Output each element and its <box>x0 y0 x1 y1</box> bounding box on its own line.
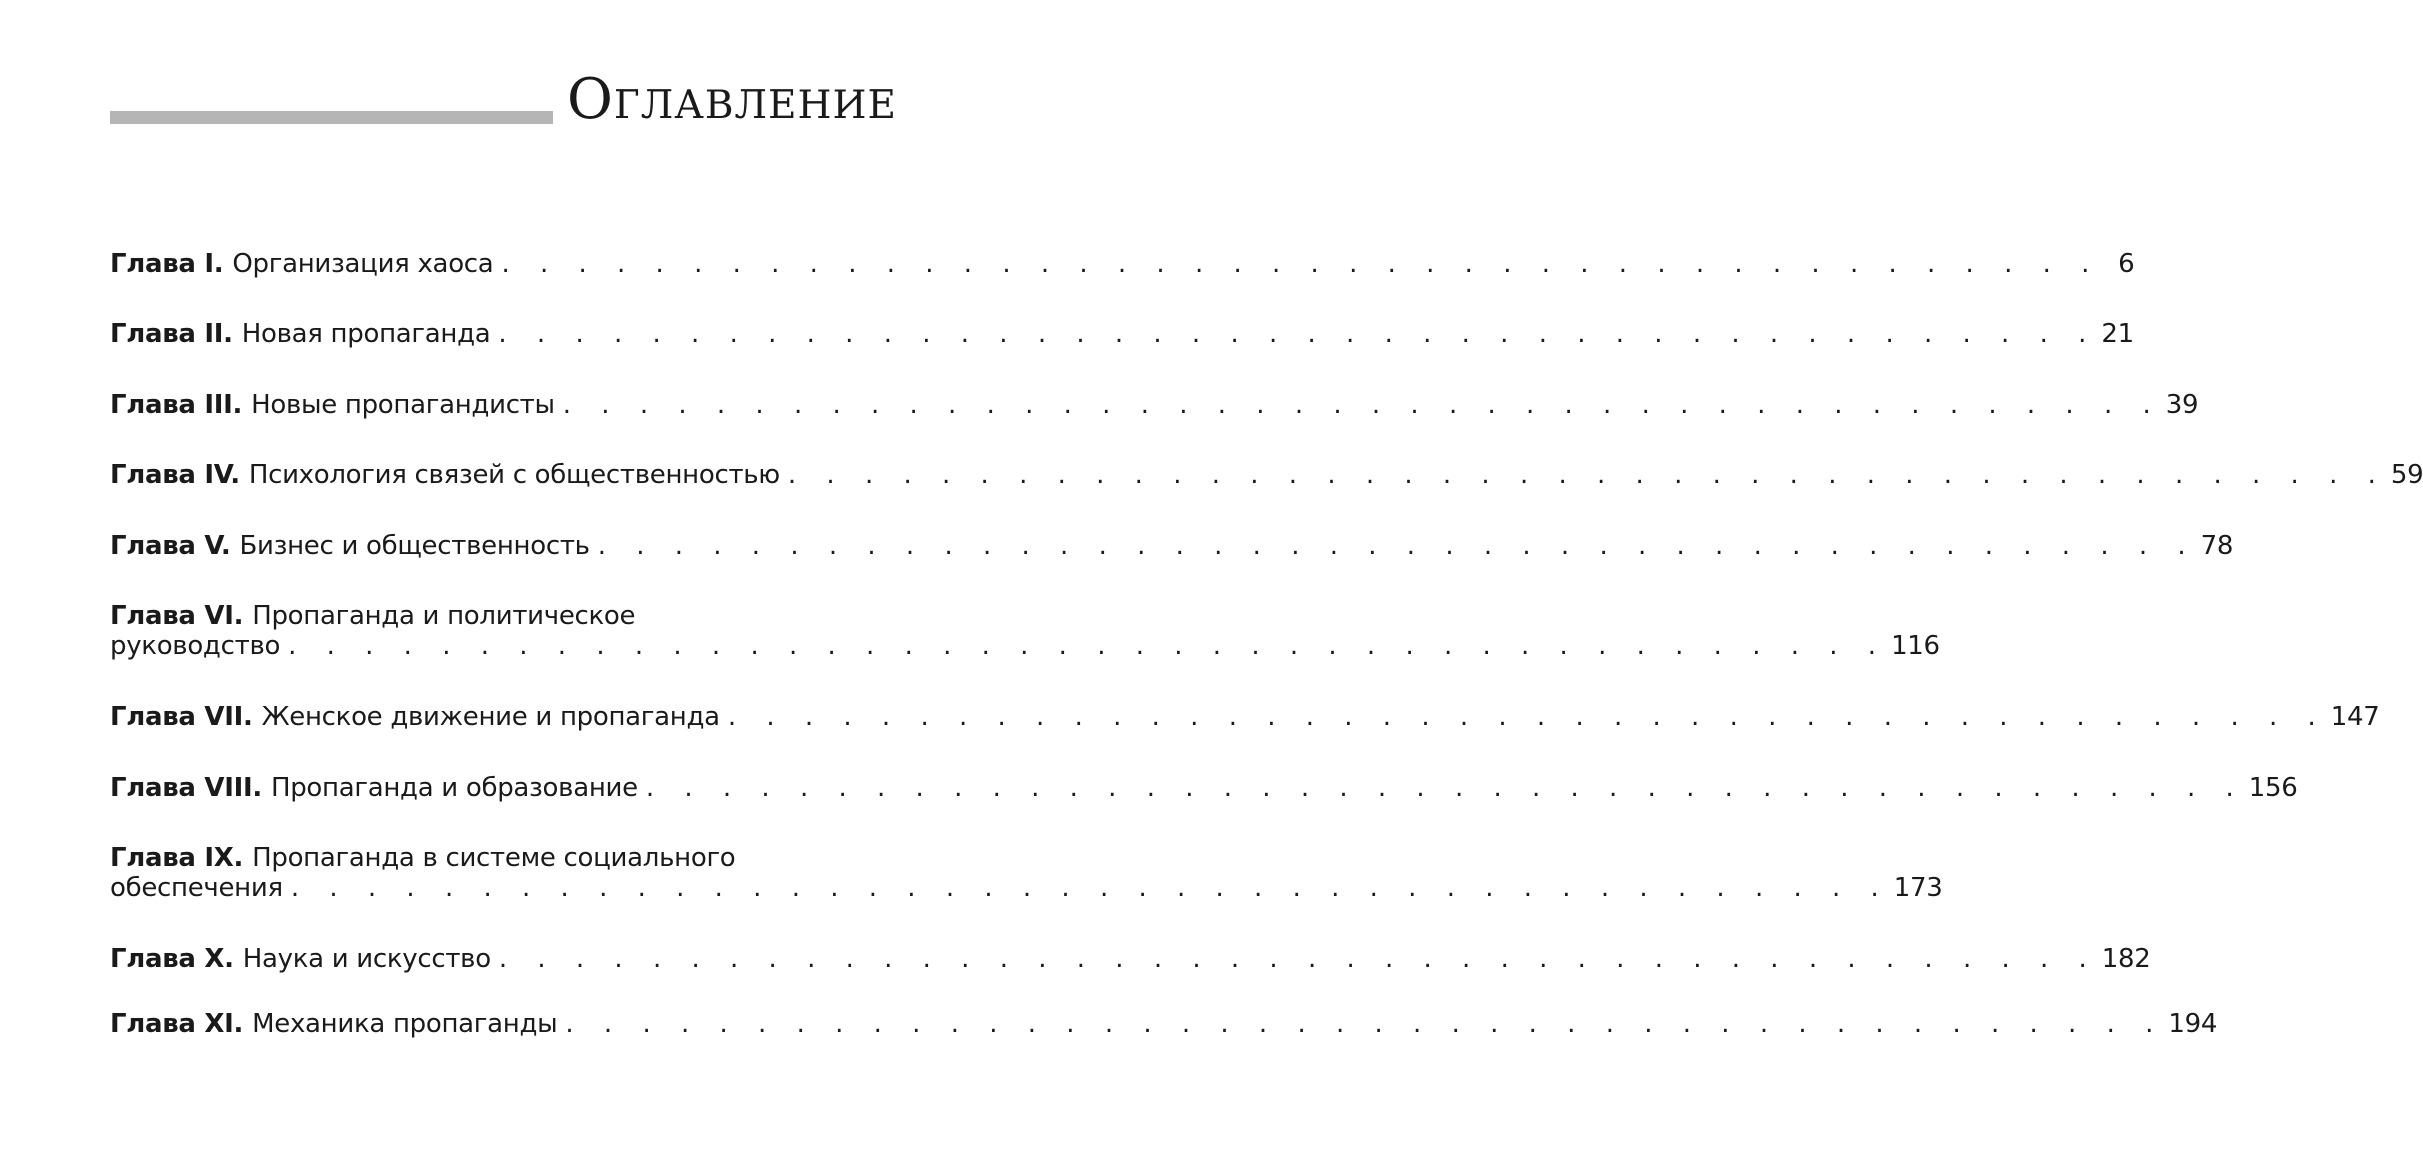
dot-leader: . . . . . . . . . . . . . . . . . . . . . . . . . . . . . . . . . . . . . . . . . . <box>787 460 2387 490</box>
page-number: 173 <box>1893 873 1943 903</box>
chapter-title-line1: Пропаганда и политическое <box>252 601 636 631</box>
page-number: 116 <box>1891 631 1940 661</box>
toc-entry-7[interactable] <box>110 702 2380 732</box>
toc-entry-1[interactable] <box>110 249 2135 279</box>
chapter-title: Психология связей с общественностью <box>248 460 780 490</box>
toc-entry-5[interactable] <box>110 531 2234 561</box>
toc-entry-4[interactable] <box>110 460 2423 490</box>
page-number: 194 <box>2168 1009 2218 1039</box>
page-number: 156 <box>2248 773 2298 803</box>
toc-entry-11[interactable] <box>110 1009 2218 1039</box>
chapter-title-line1: Пропаганда в системе социального <box>252 843 736 873</box>
chapter-title: Новые пропагандисты <box>251 390 555 420</box>
chapter-label: Глава VI. <box>110 601 244 631</box>
page-number: 21 <box>2101 319 2134 349</box>
chapter-title: Бизнес и общественность <box>239 531 590 561</box>
page-number: 6 <box>2118 249 2135 279</box>
page-number: 39 <box>2165 390 2199 420</box>
dot-leader: . . . . . . . . . . . . . . . . . . . . . . . . . . . . . . . . . . . . . . . . . . <box>597 531 2197 561</box>
page-title: Оглавление <box>567 67 897 132</box>
dot-leader: . . . . . . . . . . . . . . . . . . . . . . . . . . . . . . . . . . . . . . . . . . <box>565 1009 2165 1039</box>
toc-entry-8[interactable] <box>110 773 2298 803</box>
dot-leader: . . . . . . . . . . . . . . . . . . . . . . . . . . . . . . . . . . . . . . . . . . <box>498 319 2098 349</box>
chapter-label: Глава V. <box>110 531 231 561</box>
header-rule <box>110 111 553 124</box>
dot-leader: . . . . . . . . . . . . . . . . . . . . . . . . . . . . . . . . . . . . . . . . . . <box>562 390 2162 420</box>
chapter-label: Глава VII. <box>110 702 253 732</box>
toc-entry-2[interactable] <box>110 319 2134 349</box>
chapter-label: Глава III. <box>110 390 243 420</box>
chapter-title: Пропаганда и образование <box>270 773 638 803</box>
chapter-title-line2: руководство <box>110 631 281 661</box>
chapter-title: Механика пропаганды <box>252 1009 558 1039</box>
chapter-title-line2: обеспечения <box>110 873 283 903</box>
toc-entry-10[interactable] <box>110 944 2151 974</box>
chapter-label: Глава IX. <box>110 843 244 873</box>
chapter-label: Глава I. <box>110 249 224 279</box>
chapter-label: Глава IV. <box>110 460 240 490</box>
chapter-label: Глава X. <box>110 944 234 974</box>
dot-leader: . . . . . . . . . . . . . . . . . . . . . . . . . . . . . . . . . . . . . . . . . . <box>501 249 2101 279</box>
chapter-title: Женское движение и пропаганда <box>261 702 720 732</box>
chapter-label: Глава II. <box>110 319 233 349</box>
chapter-title: Новая пропаганда <box>241 319 491 349</box>
dot-leader: . . . . . . . . . . . . . . . . . . . . . . . . . . . . . . . . . . . . . . . . . . <box>727 702 2327 732</box>
toc-entry-3[interactable] <box>110 390 2199 420</box>
dot-leader: . . . . . . . . . . . . . . . . . . . . . . . . . . . . . . . . . . . . . . . . . . <box>498 944 2098 974</box>
dot-leader: . . . . . . . . . . . . . . . . . . . . . . . . . . . . . . . . . . . . . . . . . . <box>288 631 1888 661</box>
chapter-label: Глава XI. <box>110 1009 244 1039</box>
page-number: 78 <box>2200 531 2234 561</box>
chapter-title: Наука и искусство <box>242 944 491 974</box>
page-number: 147 <box>2330 702 2380 732</box>
dot-leader: . . . . . . . . . . . . . . . . . . . . . . . . . . . . . . . . . . . . . . . . . . <box>290 873 1890 903</box>
chapter-label: Глава VIII. <box>110 773 262 803</box>
dot-leader: . . . . . . . . . . . . . . . . . . . . . . . . . . . . . . . . . . . . . . . . . . <box>645 773 2245 803</box>
toc-entry-6[interactable] <box>110 601 1940 661</box>
toc-entry-9[interactable] <box>110 843 1943 903</box>
page-number: 182 <box>2101 944 2151 974</box>
chapter-title: Организация хаоса <box>232 249 494 279</box>
page-number: 59 <box>2390 460 2423 490</box>
